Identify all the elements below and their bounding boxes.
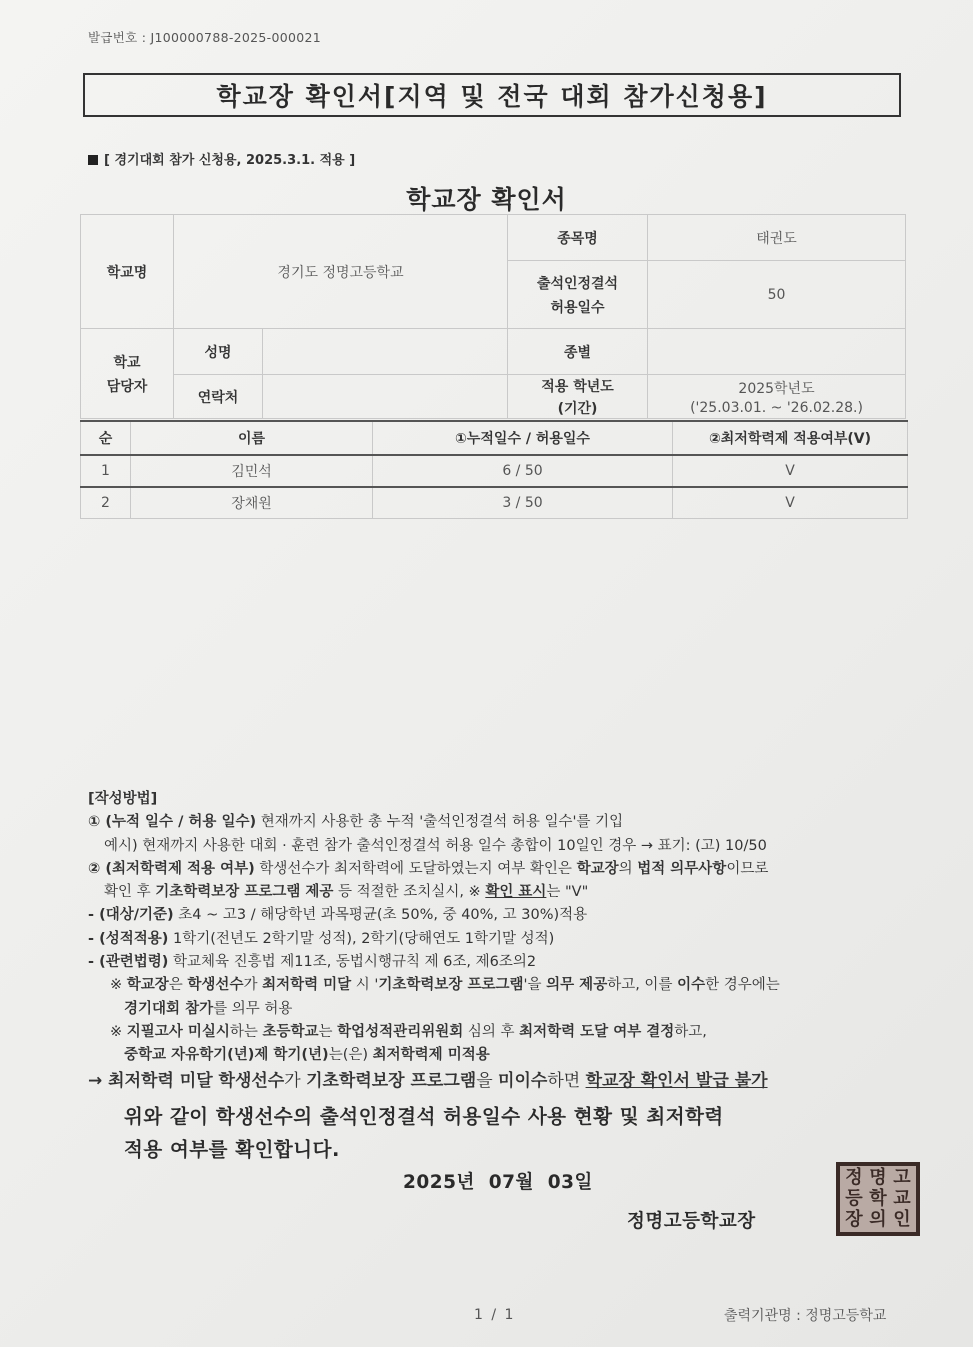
issue-number: 발급번호 : J100000788-2025-000021 [88,30,321,45]
name-value [263,329,508,375]
student-list-table [80,420,908,519]
writing-guide [88,788,918,1093]
square-bullet-icon [88,155,98,165]
col-header-min-academic: ②최저학력제 적용여부(V) [673,421,908,455]
type-label: 종별 [508,329,648,375]
school-value: 경기도 정명고등학교 [174,215,508,329]
table-row [81,455,908,487]
table-row [81,487,908,519]
doc-title: 학교장 확인서 [406,185,567,214]
year-value: 2025학년도 ('25.03.01. ~ '26.02.28.) [648,375,906,419]
guide-line-9: 경기대회 참가를 의무 허용 [124,1000,293,1017]
school-seal-stamp: 정 명 고 등 학 교 장 의 인 [836,1162,920,1236]
row-check: V [673,455,908,487]
guide-line-12: → 최저학력 미달 학생선수가 기초학력보장 프로그램을 미이수하면 학교장 확인서 발급 불가 [88,1070,768,1091]
row-no: 1 [81,455,131,487]
output-org: 출력기관명 : 정명고등학교 [724,1308,887,1324]
page-number: 1 / 1 [474,1307,516,1323]
guide-line-6: - (성적적용) 1학기(전년도 2학기말 성적), 2학기(당해연도 1학기말 성적) [88,930,555,947]
row-no: 2 [81,487,131,519]
school-label: 학교명 [81,215,174,329]
col-header-name: 이름 [131,421,373,455]
event-value: 태권도 [648,215,906,261]
guide-line-11: 중학교 자유학기(년)제 학기(년)는(은) 최저학력제 미적용 [124,1047,490,1064]
guide-line-7: - (관련법령) 학교체육 진흥법 제11조, 동법시행규칙 제 6조, 제6조의2 [88,954,537,971]
notice [88,149,355,168]
guide-line-5: - (대상/기준) 초4 ~ 고3 / 해당학년 과목평균(초 50%, 중 40%, 고 30%)적용 [88,907,588,924]
row-name: 김민석 [131,455,373,487]
school-info-table [80,214,906,419]
row-name: 장채원 [131,487,373,519]
confirm-statement: 위와 같이 학생선수의 출석인정결석 허용일수 사용 현황 및 최저학력 적용 여부를 확인합니다. [124,1105,724,1161]
notice-text: [ 경기대회 참가 신청용, 2025.3.1. 적용 ] [104,153,356,168]
guide-line-4: 확인 후 기초학력보장 프로그램 제공 등 적절한 조치실시, ※ 확인 표시는 "V" [104,884,589,901]
row-days: 3 / 50 [373,487,673,519]
row-check: V [673,487,908,519]
allow-days-label: 출석인정결석 허용일수 [508,261,648,329]
guide-line-1: ① (누적 일수 / 허용 일수) 현재까지 사용한 총 누적 '출석인정결석 허용 일수'를 기입 [88,814,624,831]
col-header-no: 순 [81,421,131,455]
year-label: 적용 학년도 (기간) [508,375,648,419]
guide-line-8: ※ 학교장은 학생선수가 최저학력 미달 시 '기초학력보장 프로그램'을 의무 제공하고, 이를 이수한 경우에는 [110,977,780,994]
guide-line-3: ② (최저학력제 적용 여부) 학생선수가 최저학력에 도달하였는지 여부 확인은 학교장의 법적 의무사항이므로 [88,860,769,877]
issue-date: 2025년 07월 03일 [403,1172,593,1193]
col-header-days: ①누적일수 / 허용일수 [373,421,673,455]
contact-value [263,375,508,419]
principal-name: 정명고등학교장 [627,1211,756,1232]
guide-title: [작성방법] [88,791,158,807]
row-days: 6 / 50 [373,455,673,487]
contact-label: 연락처 [174,375,263,419]
header-title: 학교장 확인서[지역 및 전국 대회 참가신청용] [83,73,901,117]
name-label: 성명 [174,329,263,375]
guide-line-10: ※ 지필고사 미실시하는 초등학교는 학업성적관리위원회 심의 후 최저학력 도달 여부 결정하고, [110,1023,707,1040]
event-label: 종목명 [508,215,648,261]
guide-line-2: 예시) 현재까지 사용한 대회 · 훈련 참가 출석인정결석 허용 일수 총합이 10일인 경우 → 표기: (고) 10/50 [104,837,767,854]
allow-days-value: 50 [648,261,906,329]
type-value [648,329,906,375]
staff-label: 학교 담당자 [81,329,174,419]
